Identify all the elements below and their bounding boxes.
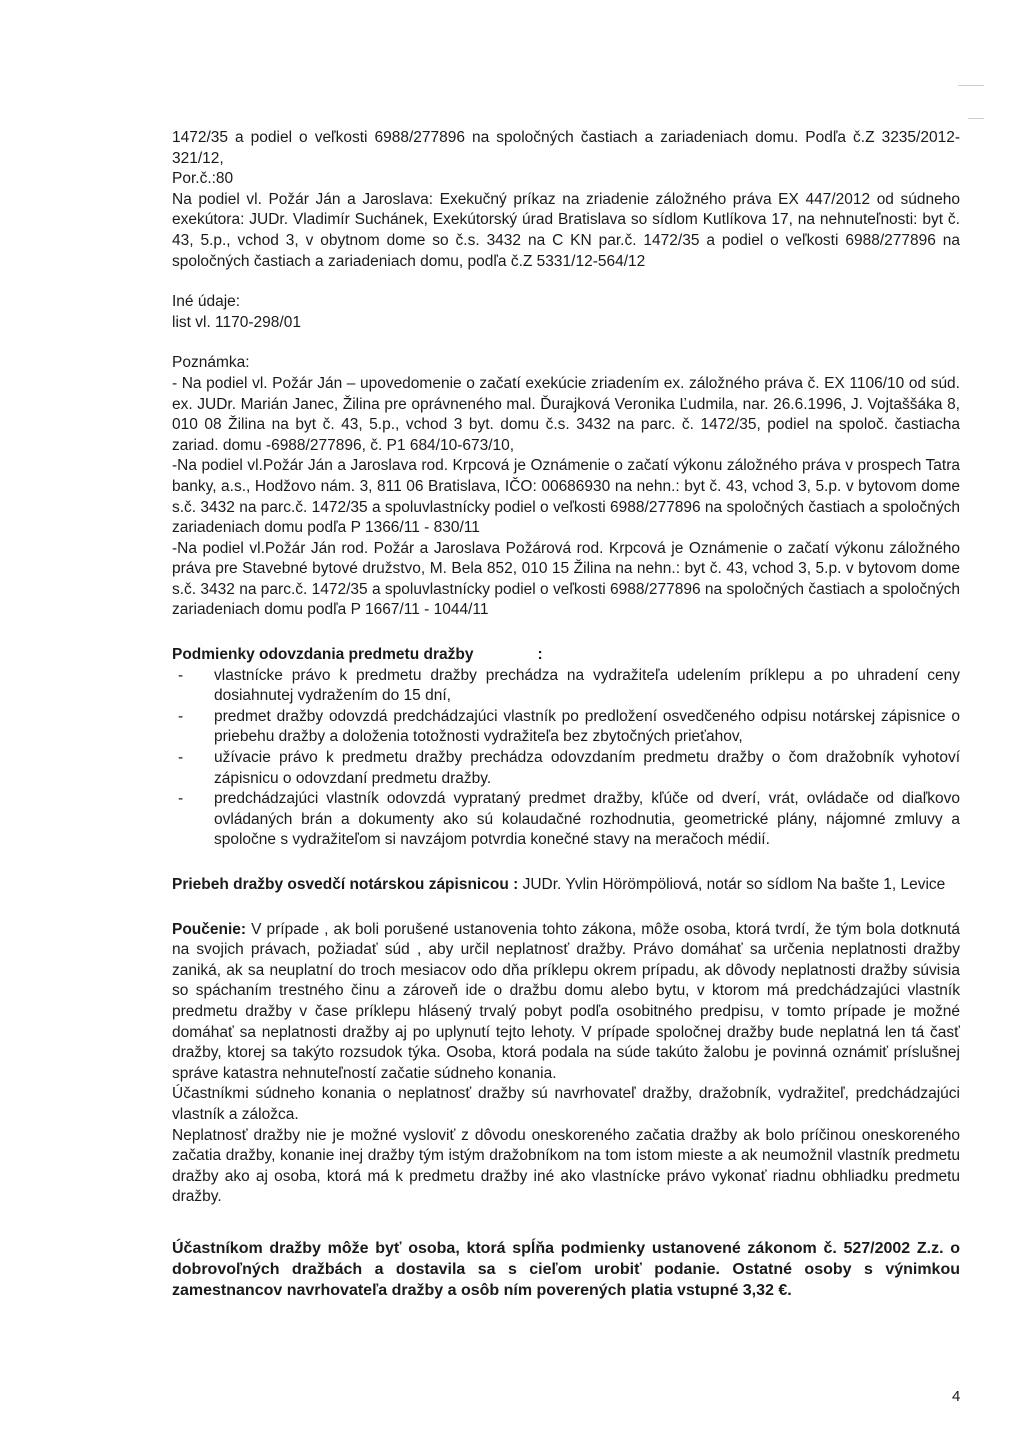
encumbrance-block <box>172 128 960 272</box>
paragraph: Na podiel vl. Požár Ján a Jaroslava: Exekučný príkaz na zriadenie záložného práva EX 447/2012 od súdneho exekútora: JUDr. Vladimír Suchánek, Exekútorský úrad Bratislava so sídlom Kutlíkova 17, na nehnuteľnosti: byt č. 43, 5.p., vchod 3, v obytnom dome so č.s. 3432 na C KN par.č. 1472/35 a podiel o veľkosti 6988/277896 na spoločných častiach a zariadeniach domu, podľa č.Z 5331/12-564/12 <box>172 190 960 270</box>
heading-colon: : <box>537 646 543 664</box>
scan-artifact-line <box>958 85 984 86</box>
paragraph <box>172 920 960 1085</box>
other-data-section <box>172 292 960 333</box>
list-item: - predmet dražby odovzdá predchádzajúci vlastník po predložení osvedčeného odpisu notárskej zápisnice o priebehu dražby a doloženia totožnosti vydražiteľa bez zbytočných prieťahov, <box>172 707 960 748</box>
paragraph: Por.č.:80 <box>172 170 234 188</box>
note-section <box>172 353 960 621</box>
participants-section <box>172 1238 960 1301</box>
section-heading <box>172 645 960 666</box>
paragraph: 1472/35 a podiel o veľkosti 6988/277896 na spoločných častiach a zariadeniach domu. Podľa č.Z 3235/2012-321/12, <box>172 129 960 167</box>
list-item: - vlastnícke právo k predmetu dražby prechádza na vydražiteľa udelením príklepu a po uhradení ceny dosiahnutej vydražením do 15 dní, <box>172 666 960 707</box>
list-item: - predchádzajúci vlastník odovzdá vyprataný predmet dražby, kľúče od dverí, vrát, ovládače od diaľkovo ovládaných brán a dokumenty ako sú kolaudačné rozhodnutia, geometrické plány, nájomné zmluvy a spoločne s vydražiteľom si navzájom potvrdia konečné stavy na meračoch médií. <box>172 789 960 851</box>
instruction-section <box>172 920 960 1208</box>
paragraph: Neplatnosť dražby nie je možné vysloviť z dôvodu oneskoreného začatia dražby ak bolo príčinou oneskoreného začatia dražby, konanie inej dražby tým istým dražobníkom na tom istom mieste a ak neumožnil vlastník predmetu dražby ako aj osoba, ktorá má k predmetu dražby iné ako vlastnícke právo vykonať riadnu obhliadku predmetu dražby. <box>172 1126 960 1206</box>
scan-artifact-line <box>968 118 984 119</box>
instruction-label: Poučenie: <box>172 920 247 938</box>
notary-section <box>172 875 960 896</box>
paragraph: list vl. 1170-298/01 <box>172 313 301 331</box>
handover-section <box>172 645 960 851</box>
paragraph: - Na podiel vl. Požár Ján – upovedomenie o začatí exekúcie zriadením ex. záložného práva č. EX 1106/10 od súd. ex. JUDr. Marián Janec, Žilina pre oprávneného mal. Ďurajková Veronika Ľudmila, nar. 26.6.1996, J. Vojtaššáka 8, 010 08 Žilina na byt č. 43, 5.p., vchod 3 byt. domu č.s. 3432 na parc. č. 1472/35, podiel na spoloč. častiacha zariad. domu -6988/277896, č. P1 684/10-673/10, <box>172 374 960 454</box>
participants-paragraph: Účastníkom dražby môže byť osoba, ktorá spĺňa podmienky ustanovené zákonom č. 527/2002 Z.z. o dobrovoľných dražbách a dostavila sa s cieľom urobiť podanie. Ostatné osoby s výnimkou zamestnancov navrhovateľa dražby a osôb ním poverených platia vstupné 3,32 €. <box>172 1239 960 1299</box>
instruction-text: V prípade , ak boli porušené ustanovenia tohto zákona, môže osoba, ktorá tvrdí, že tým bola dotknutá na svojich právach, požiadať súd , aby určil neplatnosť dražby. Právo domáhať sa určenia neplatnosti dražby zaniká, ak sa neuplatní do troch mesiacov odo dňa príklepu okrem prípadu, ak dôvody neplatnosti dražby súvisia so spáchaním trestného činu a zároveň ide o dražbu domu alebo bytu, v ktorom má predchádzajúci vlastník predmetu dražby v čase príklepu hlásený trvalý pobyt podľa osobitného predpisu, v tomto prípade je možné domáhať sa neplatnosti dražby aj po uplynutí tejto lehoty. V prípade spoločnej dražby bude neplatná len tá časť dražby, ktorej sa takýto rozsudok týka. Osoba, ktorá podala na súde takúto žalobu je povinná oznámiť príslušnej správe katastra nehnuteľností začatie súdneho konania. <box>172 920 960 1082</box>
paragraph <box>172 875 960 896</box>
paragraph: -Na podiel vl.Požár Ján a Jaroslava rod. Krpcová je Oznámenie o začatí výkonu záložného práva v prospech Tatra banky, a.s., Hodžovo nám. 3, 811 06 Bratislava, IČO: 00686930 na nehn.: byt č. 43, vchod 3, 5.p. v bytovom dome s.č. 3432 na parc.č. 1472/35 a spoluvlastnícky podiel o veľkosti 6988/277896 na spoločných častiach a spoločných zariadeniach domu podľa P 1366/11 - 830/11 <box>172 457 960 537</box>
document-body <box>172 128 960 1301</box>
section-heading: Iné údaje: <box>172 293 241 311</box>
notary-label: Priebeh dražby osvedčí notárskou zápisnicou : <box>172 876 519 893</box>
page-number: 4 <box>952 1388 961 1405</box>
heading-text: Podmienky odovzdania predmetu dražby <box>172 646 474 664</box>
paragraph: Účastníkmi súdneho konania o neplatnosť dražby sú navrhovateľ dražby, dražobník, vydražiteľ, predchádzajúci vlastník a záložca. <box>172 1085 960 1123</box>
conditions-list <box>172 666 960 851</box>
list-item: - užívacie právo k predmetu dražby prechádza odovzdaním predmetu dražby o čom dražobník vyhotoví zápisnicu o odovzdaní predmetu dražby. <box>172 748 960 789</box>
paragraph: -Na podiel vl.Požár Ján rod. Požár a Jaroslava Požárová rod. Krpcová je Oznámenie o začatí výkonu záložného práva pre Stavebné bytové družstvo, M. Bela 852, 010 15 Žilina na nehn.: byt č. 43, vchod 3, 5.p. v bytovom dome s.č. 3432 na parc.č. 1472/35 a spoluvlastnícky podiel o veľkosti 6988/277896 na spoločných častiach a spoločných zariadeniach domu podľa P 1667/11 - 1044/11 <box>172 539 960 619</box>
notary-text: JUDr. Yvlin Hörömpöliová, notár so sídlom Na bašte 1, Levice <box>518 876 946 893</box>
section-heading: Poznámka: <box>172 354 250 372</box>
